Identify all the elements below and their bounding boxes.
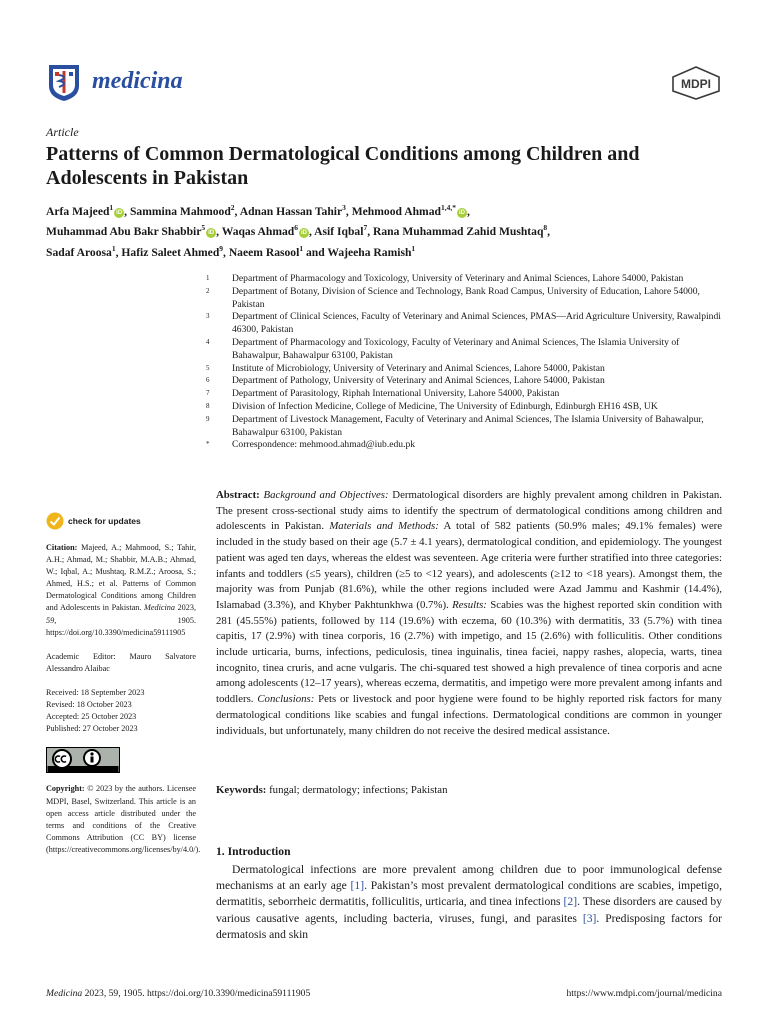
author-separator: , — [115, 245, 122, 259]
author-name: Adnan Hassan Tahir — [239, 204, 343, 218]
affiliation-item — [206, 273, 726, 286]
author-affiliation-marker: 5 — [201, 223, 206, 233]
affiliation-item — [206, 388, 726, 401]
author-name: Naeem Rasool — [228, 245, 300, 259]
author-separator: , — [345, 204, 352, 218]
check-for-updates-button[interactable] — [46, 512, 196, 530]
published-date: Published: 27 October 2023 — [46, 724, 138, 734]
abstract-background-text: Dermatological disorders are highly prevalent among children in Pakistan. The present cross-sectional study aims to identify the spectrum of dermatological conditions among children and adolescents in Pakistan. — [216, 489, 722, 533]
received-date: Received: 18 September 2023 — [46, 687, 145, 697]
author-separator: , — [547, 225, 551, 239]
affiliation-number: 6 — [206, 376, 210, 385]
affiliation-item — [206, 414, 726, 440]
author-name: Wajeeha Ramish — [327, 245, 412, 259]
orcid-icon[interactable]: iD — [458, 209, 465, 216]
journal-header — [46, 60, 722, 108]
mdpi-logo-icon — [670, 66, 722, 100]
citation-year: 2023, — [174, 603, 196, 613]
abstract-heading-conclusions: Conclusions: — [257, 693, 315, 706]
reference-link-2[interactable]: [2] — [563, 895, 578, 909]
author-name: Hafiz Saleet Ahmed — [121, 245, 220, 259]
author-separator: , — [223, 245, 229, 259]
intro-text-3: . These disorders are caused by various causative agents, including bacteria, viruses, fungi, and parasites — [216, 895, 723, 925]
keywords — [216, 784, 722, 796]
affiliation-list — [206, 273, 726, 452]
abstract-label: Abstract: — [216, 489, 260, 501]
affiliation-text: Department of Clinical Sciences, Faculty of Veterinary and Animal Sciences, PMAS—Arid Agriculture University, Rawalpindi 46300, Pakistan — [232, 311, 721, 336]
orcid-icon[interactable]: iD — [300, 230, 307, 237]
affiliation-item — [206, 311, 726, 337]
author-affiliation-marker: 7 — [363, 223, 368, 233]
author-separator: , — [367, 225, 373, 239]
section-heading-introduction: 1. Introduction — [216, 845, 291, 858]
citation-block — [46, 542, 196, 639]
footer-year-volume[interactable]: 2023, 59, 1905. https://doi.org/10.3390/medicina59111905 — [82, 988, 311, 999]
academic-editor: Academic Editor: Mauro Salvatore Alessandro Alaibac — [46, 651, 196, 673]
affiliation-number: 9 — [206, 414, 210, 423]
reference-link-3[interactable]: [3] — [582, 911, 597, 925]
author-affiliation-marker: 3 — [342, 203, 346, 212]
introduction-paragraph — [216, 862, 722, 943]
cc-by-license-icon[interactable] — [46, 747, 120, 773]
abstract-methods-text: A total of 582 patients (50.9% males; 49.1% females) were included in the study based on their age (5.7 ± 4.1 years), dermatological condition, and epidemiology. The youngest patient was aged ten days, whereas the eldest was seventeen. Age criteria were further stratified into three categories: infants and toddlers (≤5 years), children (≥5 to <12 years), and adolescents (≥12 to <18 years). Amongst them, the majority was from Punjab (81.6%), while the other regions included were Azad Jammu and Kashmir (14.4%), Islamabad (3.3%), and Khyber Pakhtunkhwa (0.7%). — [216, 520, 722, 611]
author-affiliation-marker: 1 — [411, 243, 416, 253]
dates-block — [46, 687, 196, 735]
affiliation-number: 1 — [206, 274, 210, 282]
author-affiliation-marker: 1 — [111, 243, 116, 253]
author-name: Rana Muhammad Zahid Mushtaq — [373, 225, 544, 239]
affiliation-item — [206, 337, 726, 363]
affiliation-text: Department of Pathology, University of Veterinary and Animal Sciences, Lahore 54000, Pakistan — [232, 375, 605, 387]
article-type: Article — [46, 125, 79, 139]
publisher-name: MDPI — [681, 77, 711, 91]
affiliation-text: Correspondence: mehmood.ahmad@iub.edu.pk — [232, 439, 416, 451]
accepted-date: Accepted: 25 October 2023 — [46, 712, 137, 722]
affiliation-number: 7 — [206, 389, 210, 398]
author-name: Muhammad Abu Bakr Shabbir — [46, 225, 202, 239]
affiliation-text: Department of Livestock Management, Faculty of Veterinary and Animal Sciences, The Islamia University of Bahawalpur, Bahawalpur 63100, Pakistan — [232, 413, 704, 438]
citation-volume: 59 — [46, 615, 55, 625]
affiliation-text: Department of Parasitology, Riphah International University, Lahore 54000, Pakistan — [232, 388, 560, 400]
medicina-logo-icon — [46, 62, 82, 102]
affiliation-text: Department of Pharmacology and Toxicology, Faculty of Veterinary and Animal Sciences, The Islamia University of Bahawalpur, Bahawalpur 63100, Pakistan — [232, 336, 680, 361]
copyright-text: © 2023 by the authors. Licensee MDPI, Basel, Switzerland. This article is an open access article distributed under the terms and conditions of the Creative Commons Attribution (CC BY) license (https://creativecommons.org/licenses/by/4.0/). — [46, 784, 201, 854]
affiliation-number: * — [206, 440, 210, 449]
author-name: Waqas Ahmad — [221, 225, 295, 239]
orcid-icon[interactable]: iD — [116, 209, 123, 216]
author-affiliation-marker: 1 — [299, 243, 304, 253]
author-separator: , — [466, 204, 470, 218]
affiliation-item — [206, 286, 726, 312]
author-name: Arfa Majeed — [46, 204, 110, 218]
author-separator: and — [303, 245, 328, 259]
article-sidebar — [46, 512, 201, 868]
author-affiliation-marker: 9 — [219, 243, 224, 253]
check-updates-label: check for updates — [68, 515, 141, 526]
abstract — [216, 488, 722, 739]
abstract-conclusions-text: Pets or livestock and poor hygiene were found to be highly reported risk factors for many dermatological conditions like scabies and fungal infections. Dermatological conditions are common in younger individuals, but unfortunately, many children do not receive the desired medical assistance. — [216, 693, 722, 737]
affiliation-text: Department of Botany, Division of Science and Technology, Bank Road Campus, University of Education, Lahore 54000, Pakistan — [232, 285, 700, 310]
author-affiliation-marker: 1,4,* — [440, 203, 456, 212]
footer-citation — [46, 988, 310, 999]
affiliation-text: Institute of Microbiology, University of Veterinary and Animal Sciences, Lahore 54000, Pakistan — [232, 362, 605, 374]
keywords-text: fungal; dermatology; infections; Pakistan — [266, 784, 448, 796]
author-affiliation-marker: 1 — [109, 203, 114, 212]
author-affiliation-marker: 2 — [230, 203, 235, 212]
author-separator: , — [216, 225, 222, 239]
author-name: Sadaf Aroosa — [46, 245, 112, 259]
citation-text: Majeed, A.; Mahmood, S.; Tahir, A.H.; Ahmad, M.; Shabbir, M.A.B.; Ahmad, W.; Iqbal, A.; Mushtaq, R.M.Z.; Aroosa, S.; Ahmed, H.S.; et al. Patterns of Common Dermatological Conditions among Children and Adolescents in Pakistan. — [46, 543, 196, 613]
author-separator: , — [308, 225, 315, 239]
journal-name: medicina — [92, 68, 183, 94]
affiliation-number: 3 — [206, 312, 210, 321]
affiliation-number: 8 — [206, 401, 210, 410]
intro-text-2: . Pakistan’s most prevalent dermatological conditions are scabies, impetigo, dermatitis, seborrheic dermatitis, folliculitis, urticaria, and tinea infections — [216, 879, 723, 909]
author-name: Mehmood Ahmad — [351, 204, 441, 218]
footer-journal: Medicina — [46, 988, 83, 999]
author-separator: , — [234, 204, 240, 218]
abstract-heading-results: Results: — [452, 598, 487, 611]
abstract-heading-methods: Materials and Methods: — [329, 520, 439, 533]
author-separator: , — [124, 204, 130, 218]
author-list — [46, 200, 722, 261]
affiliation-item — [206, 401, 726, 414]
intro-text-1: Dermatological infections are more prevalent among children due to poor immunological defense mechanisms at an early age — [216, 863, 722, 893]
orcid-icon[interactable]: iD — [208, 230, 215, 237]
revised-date: Revised: 18 October 2023 — [46, 700, 132, 710]
check-updates-icon — [46, 512, 64, 530]
affiliation-number: 2 — [206, 286, 210, 295]
abstract-results-text: Scabies was the highest reported skin condition with 281 (45.55%) patients, followed by 114 (19.6%) with eczema, 60 (10.3%) with dermatitis, 33 (5.7%) with tinea capitis, 17 (2.9%) with tinea corporis, 16 (2.7%) with impetigo, and 15 (2.6%) with folliculitis. Other conditions include urticaria, burns, infections, pediculosis, tinea inguinalis, tinea faciei, nappy rashes, alopecia, warts, tinea incognito, tinea cruris, and acne vulgaris. The chi-squared test showed a high prevalence of tinea corporis and acne among adolescents (12–17 years), whereas eczema, dermatitis, and impetigo were more prevalent among infants and toddlers. — [216, 598, 722, 706]
intro-text-4: . Predisposing factors for dermatosis and skin — [216, 911, 722, 941]
citation-doi[interactable]: , 1905. https://doi.org/10.3390/medicina59111905 — [46, 615, 196, 637]
reference-link-1[interactable]: [1] — [350, 879, 365, 893]
copyright-block — [46, 783, 201, 856]
copyright-label: Copyright: — [46, 784, 85, 794]
author-affiliation-marker: 8 — [543, 223, 548, 233]
citation-journal: Medicina — [144, 603, 175, 613]
article-title: Patterns of Common Dermatological Conditions among Children and Adolescents in Pakistan — [46, 143, 640, 189]
footer-journal-url[interactable]: https://www.mdpi.com/journal/medicina — [566, 988, 722, 999]
affiliation-text: Division of Infection Medicine, College of Medicine, The University of Edinburgh, Edinburgh EH16 4SB, UK — [232, 400, 658, 412]
abstract-heading-background: Background and Objectives: — [263, 489, 389, 501]
author-name: Asif Iqbal — [314, 225, 364, 239]
page-footer — [46, 988, 722, 999]
affiliation-number: 5 — [206, 363, 210, 372]
affiliation-item — [206, 375, 726, 388]
author-name: Sammina Mahmood — [129, 204, 231, 218]
affiliation-number: 4 — [206, 337, 210, 346]
keywords-label: Keywords: — [216, 784, 267, 796]
affiliation-text: Department of Pharmacology and Toxicology, University of Veterinary and Animal Sciences, Lahore 54000, Pakistan — [232, 273, 684, 284]
author-affiliation-marker: 6 — [294, 223, 298, 233]
affiliation-item — [206, 439, 726, 452]
citation-label: Citation: — [46, 543, 78, 552]
affiliation-item — [206, 363, 726, 376]
